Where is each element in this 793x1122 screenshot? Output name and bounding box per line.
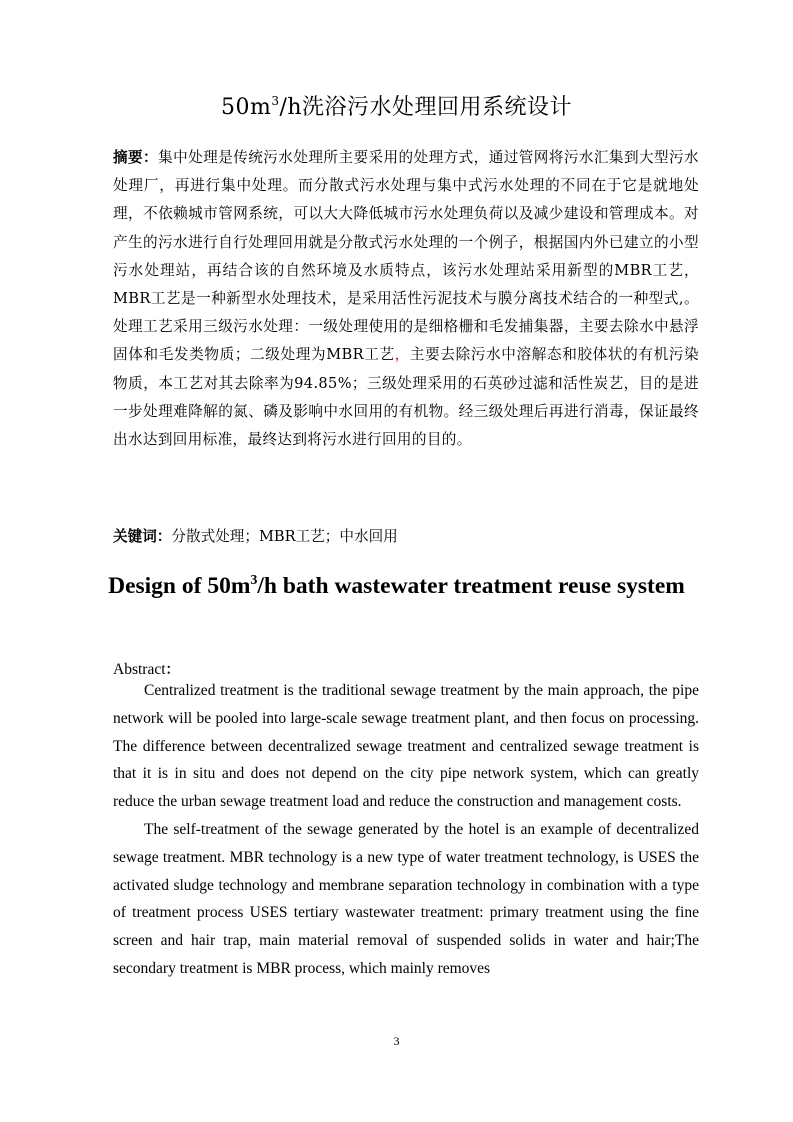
chinese-abstract-red-mark: ， (394, 346, 410, 364)
english-abstract-paragraph: The self-treatment of the sewage generated by the hotel is an example of decentralized sewage treatment. MBR technology is a new type of water treatment technology, is USES the activated sludge technology and membrane separation technology in combination with a type of treatment process USES tertiary wastewater treatment: primary treatment using the fine screen and hair trap, main material removal of suspended solids in water and hair;The secondary treatment is MBR process, which mainly removes (113, 820, 699, 977)
english-title-prefix: Design of 50m (108, 573, 251, 599)
chinese-abstract (113, 144, 699, 454)
chinese-title-prefix: 50m (220, 95, 272, 120)
english-abstract-colon: ： (165, 662, 180, 678)
chinese-keywords-label: 关键词： (113, 528, 172, 545)
english-abstract-body (113, 677, 699, 983)
english-abstract-label: Abstract (113, 661, 166, 678)
english-title-rest: /h bath wastewater treatment reuse system (257, 573, 685, 599)
chinese-keywords-text: 分散式处理；MBR工艺；中水回用 (171, 528, 398, 545)
chinese-abstract-label: 摘要： (113, 149, 159, 166)
english-title (100, 572, 693, 600)
chinese-title-superscript: 3 (271, 94, 280, 108)
chinese-title-rest: /h洗浴污水处理回用系统设计 (279, 95, 573, 120)
page-number: 3 (393, 1034, 400, 1048)
chinese-title (0, 90, 793, 121)
english-abstract-paragraph: Centralized treatment is the traditional sewage treatment by the main approach, the pipe network will be pooled into large-scale sewage treatment plant, and then focus on processing. The difference between decentralized sewage treatment and centralized sewage treatment is that it is in situ and does not depend on the city pipe network system, which can greatly reduce the urban sewage treatment load and reduce the construction and management costs. (113, 682, 699, 811)
chinese-keywords (113, 523, 699, 551)
chinese-abstract-text-part1: 集中处理是传统污水处理所主要采用的处理方式，通过管网将污水汇集到大型污水处理厂，再进行集中处理。而分散式污水处理与集中式污水处理的不同在于它是就地处理，不依赖城市管网系统，可以大大降低城市污水处理负荷以及减少建设和管理成本。对产生的污水进行自行处理回用就是分散式污水处理的一个例子，根据国内外已建立的小型污水处理站，再结合该的自然环境及水质特点，该污水处理站采用新型的MBR工艺，MBR工艺是一种新型水处理技术，是采用活性污泥技术与膜分离技术结合的一种型式,。处理工艺采用三级污水处理：一级处理使用的是细格栅和毛发捕集器，主要去除水中悬浮固体和毛发类物质；二级处理为MBR工艺 (113, 149, 699, 364)
chinese-abstract-text-part2: 主要去除污水中溶解态和胶体状的有机污染物质，本工艺对其去除率为94.85%；三级处理采用的石英砂过滤和活性炭艺，目的是进一步处理难降解的氮、磷及影响中水回用的有机物。经三级处理后再进行消毒，保证最终出水达到回用标准，最终达到将污水进行回用的目的。 (113, 346, 699, 449)
english-title-superscript: 3 (250, 573, 258, 588)
